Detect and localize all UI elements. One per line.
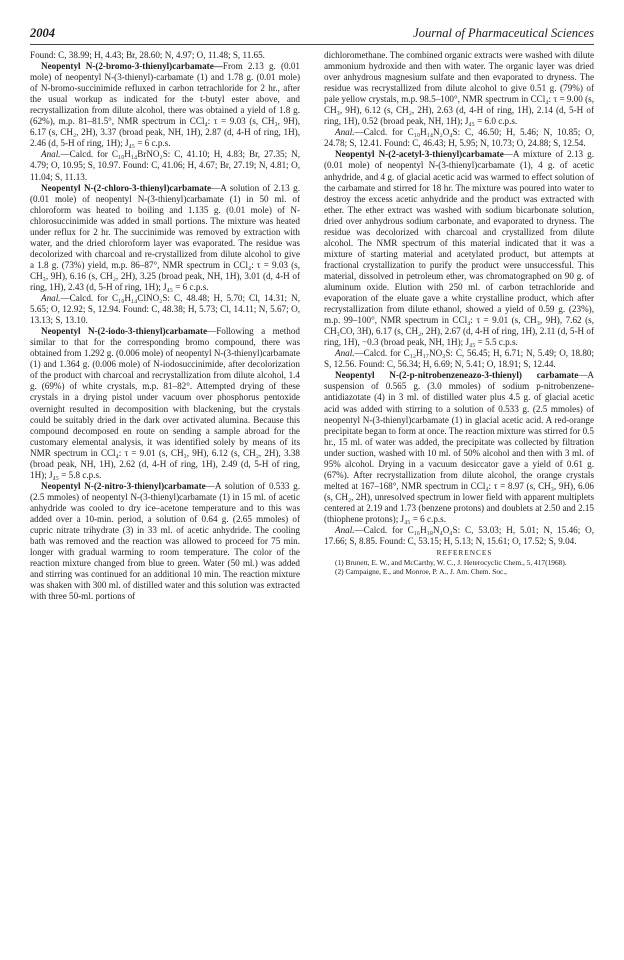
analysis-label: Anal.	[335, 348, 355, 359]
page-header	[30, 26, 594, 42]
paragraph-text: —A mixture of 2.13 g. (0.01 mole) of neopentyl N-(3-thienyl)carbamate (1), 4 g. of acetic anhydride, and 4 g. of glacial acetic acid was warmed to effect solution of the carbamate and stirred for 18 hr. The mixture was poured into water to destroy the excess acetic anhydride and the product was extracted with ether. The ether extract was washed with sodium bicarbonate solution, dried over anhydrous sodium carbonate, and evaporated to dryness. The residue was decolorized with charcoal and crystallized from dilute alcohol. The NMR spectrum of this material indicated that it was a mixture of starting material and acetylated product, but attempts at fractional crystallization to purify the product were unsuccessful. This material, dissolved in petroleum ether, was chromatographed on 90 g. of aluminum oxide. Elution with 250 ml. of carbon tetrachloride and evaporation of the eluate gave a white crystalline product, which after recrystallization from dilute ethanol, showed a yield of 0.59 g. (23%), m.p. 99–100°, NMR spectrum in CCl₄: τ = 9.01 (s, CH₃, 9H), 7.62 (s, CH₃CO, 3H), 6.17 (s, CH₂, 2H), 2.67 (d, 4-H of ring, 1H), 2.11 (d, 5-H of ring, 1H), −0.3 (broad peak, NH, 1H); J₄₅ = 5.5 c.p.s.	[324, 149, 594, 348]
compound-heading: Neopentyl N-(2-acetyl-3-thienyl)carbamate	[335, 149, 504, 160]
procedure-paragraph	[30, 481, 300, 603]
references-heading: REFERENCES	[436, 548, 493, 558]
paragraph-text: —A solution of 2.13 g. (0.01 mole) of neopentyl N-(3-thienyl)carbamate (1) in 50 ml. of chloroform was heated to boiling and 1.135 g. (0.01 mole) of N-chlorosuccinimide was added in small portions. The mixture was heated under reflux for 2 hr. The succinimide was removed by extraction with water, and the dried chloroform layer was evaporated. The residue was decolorized with charcoal and re-crystallized from dilute alcohol to give a 1.8 g. (73%) yield, m.p. 86–87°, NMR spectrum in CCl₄: τ = 9.03 (s, CH₃, 9H), 6.16 (s, CH₂, 2H), 3.25 (broad peak, NH, 1H), 3.01 (d, 4-H of ring, 1H), 2.43 (d, 5-H of ring, 1H); J₄₅ = 6 c.p.s.	[30, 182, 300, 292]
paragraph-text: —Calcd. for C₁₆H₁₈N₄O₄S: C, 53.03; H, 5.01; N, 15.46; O, 17.66; S, 8.85. Found: C, 53.15; H, 5.13; N, 15.61; O, 17.52; S, 9.04.	[324, 525, 594, 547]
paragraph-text: —Calcd. for C₁₀H₁₄BrNO₂S: C, 41.10; H, 4.83; Br, 27.35; N, 4.79; O, 10.95; S, 10.97. Found: C, 41.06; H, 4.67; Br, 27.19; N, 4.81; O, 11.04; S, 11.13.	[30, 149, 300, 182]
continuation-paragraph	[324, 50, 594, 127]
analysis-paragraph	[30, 149, 300, 182]
analysis-paragraph	[324, 348, 594, 370]
analysis-label: Anal.	[41, 293, 61, 304]
procedure-paragraph	[30, 183, 300, 293]
analysis-label: Anal.	[335, 127, 355, 138]
compound-heading: Neopentyl N-(2-chloro-3-thienyl)carbamate	[41, 182, 212, 193]
analysis-paragraph	[324, 525, 594, 547]
procedure-paragraph	[324, 149, 594, 348]
analysis-label: Anal.	[335, 525, 355, 536]
continuation-paragraph	[30, 50, 300, 61]
references-list	[324, 558, 594, 576]
paragraph-text: —A solution of 0.533 g. (2.5 mmoles) of neopentyl N-(3-thienyl)carbamate (1) in 15 ml. of acetic anhydride was cooled to dry ice–acetone temperature and to this was added over a 10-min. period, a solution of 0.64 g. (2.65 mmoles) of cupric nitrate trihydrate (3) in 33 ml. of acetic anhydride. The cooling bath was removed and the reaction was allowed to proceed for 75 min. longer with gradual warming to room temperature. The color of the reaction mixture changed from blue to green. Water (50 ml.) was added and stirring was continued for an additional 10 min. The reaction mixture was shaken with 300 ml. of distilled water and this solution was extracted with three 50-ml. portions of	[30, 480, 300, 602]
analysis-label: Anal.	[41, 149, 61, 160]
paragraph-text: dichloromethane. The combined organic extracts were washed with dilute ammonium hydroxide and then with water. The organic layer was dried over anhydrous magnesium sulfate and then evaporated to dryness. The residue was recrystallized from dilute alcohol to give 0.51 g. (79%) of pale yellow crystals, m.p. 98.5–100°, NMR spectrum in CCl₄: τ = 9.00 (s, CH₃, 9H), 6.12 (s, CH₂, 2H), 2.63 (d, 4-H of ring, 1H), 2.14 (d, 5-H of ring, 1H), 0.52 (broad peak, NH, 1H); J₄₅ = 6.0 c.p.s.	[324, 50, 594, 127]
procedure-paragraph	[324, 370, 594, 525]
procedure-paragraph	[30, 61, 300, 149]
paragraph-text: —Calcd. for C₁₀H₁₄ClNO₂S: C, 48.48; H, 5.70; Cl, 14.31; N, 5.65; O, 12.92; S, 12.94. Found: C, 48.38; H, 5.73; Cl, 14.11; N, 5.67; O, 13.13; S, 13.10.	[30, 293, 300, 326]
compound-heading: Neopentyl N-(2-p-nitrobenzeneazo-3-thienyl) carbamate	[335, 370, 579, 381]
procedure-paragraph	[30, 326, 300, 481]
page-number: 2004	[30, 26, 55, 40]
analysis-paragraph	[30, 293, 300, 326]
compound-heading: Neopentyl N-(2-bromo-3-thienyl)carbamate—	[41, 61, 223, 72]
reference-item: (2) Campaigne, E., and Monroe, P. A., J. Am. Chem. Soc.,	[335, 567, 508, 577]
right-column	[324, 50, 594, 577]
analysis-paragraph	[324, 127, 594, 149]
compound-heading: Neopentyl N-(2-iodo-3-thienyl)carbamate	[41, 326, 208, 337]
paragraph-text: —Following a method similar to that for the corresponding bromo compound, there was obtained from 1.292 g. (0.006 mole) of neopentyl N-(3-thienyl)carbamate (1) and 1.364 g. (0.006 mole) of N-iodosuccinimide, after decolorization of the product with charcoal and recrystallization from dilute alcohol, 1.4 g. (69%) of white crystals, m.p. 81–82°. Attempted drying of these crystals in a drying pistol under vacuum over phosphorus pentoxide overnight resulted in decomposition with blackening, but the crystals could be suitably dried in the dark over activated alumina. Because this compound decomposed en route on sending a sample abroad for the customary elemental analysis, it was identified solely by means of its NMR spectrum in CCl₄: τ = 9.01 (s, CH₃, 9H), 6.12 (s, CH₂, 2H), 3.38 (broad peak, NH, 1H), 2.62 (d, 4-H of ring, 1H), 2.49 (d, 5-H of ring, 1H); J₄₅ = 5.8 c.p.s.	[30, 326, 300, 480]
paragraph-text: From 2.13 g. (0.01 mole) of neopentyl N-(3-thienyl)-carbamate (1) and 1.78 g. (0.01 mole) of N-bromo-succinimide refluxed in carbon tetrachloride for 2 hr., after the usual workup as indicated for the t-butyl ester above, and recrystallization from dilute alcohol, there was obtained a yield of 1.8 g. (62%), m.p. 81–81.5°, NMR spectrum in CCl₄: τ = 9.03 (s, CH₃, 9H), 6.17 (s, CH₂, 2H), 3.37 (broad peak, NH, 1H), 2.87 (d, 4-H of ring, 1H), 2.46 (d, 5-H of ring, 1H); J₄₅ = 6 c.p.s.	[30, 61, 300, 149]
paragraph-text: Found: C, 38.99; H, 4.43; Br, 28.60; N, 4.97; O, 11.48; S, 11.65.	[30, 50, 265, 60]
left-column	[30, 50, 300, 602]
reference-item: (1) Brunett, E. W., and McCarthy, W. C., J. Heterocyclic Chem., 5, 417(1968).	[335, 558, 567, 568]
header-rule	[30, 44, 594, 45]
paragraph-text: —Calcd. for C₁₀H₁₄N₂O₄S: C, 46.50; H, 5.46; N, 10.85; O, 24.78; S, 12.41. Found: C, 46.43; H, 5.95; N, 10.73; O, 24.88; S, 12.54.	[324, 127, 594, 149]
paragraph-text: —A suspension of 0.565 g. (3.0 mmoles) of sodium p-nitrobenzene-antidiazotate (4) in 3 ml. of distilled water plus 4.5 g. of glacial acetic acid was added with stirring to a solution of 0.533 g. (2.5 mmoles) of neopentyl N-(3-thienyl)carbamate (1) in glacial acetic acid. A red-orange precipitate began to form at once. The reaction mixture was stirred for 0.5 hr., 15 ml. of water was added, the precipitate was collected by filtration under suction, washed with 10 ml. of 50% alcohol and then with 3 ml. of 95% alcohol. Drying in a vacuum desiccator gave a yield of 0.61 g. (67%). After recrystallization from dilute alcohol, the orange crystals melted at 167–168°, NMR spectrum in CCl₄: τ = 8.97 (s, CH₃, 9H), 6.06 (s, CH₂, 2H), unresolved spectrum in lower field with apparent multiplets centered at 2.19 and 1.73 (benzene protons) and doublets at 2.50 and 2.15 (thiophene protons); J₄₅ = 6 c.p.s.	[324, 370, 594, 524]
journal-title: Journal of Pharmaceutical Sciences	[413, 26, 594, 40]
right-column-body	[324, 50, 594, 547]
paragraph-text: —Calcd. for C₁₂H₁₇NO₃S: C, 56.45; H, 6.71; N, 5.49; O, 18.80; S, 12.56. Found: C, 56.34; H, 6.69; N, 5.41; O, 18.91; S, 12.44.	[324, 348, 594, 370]
compound-heading: Neopentyl N-(2-nitro-3-thienyl)carbamate	[41, 480, 206, 491]
